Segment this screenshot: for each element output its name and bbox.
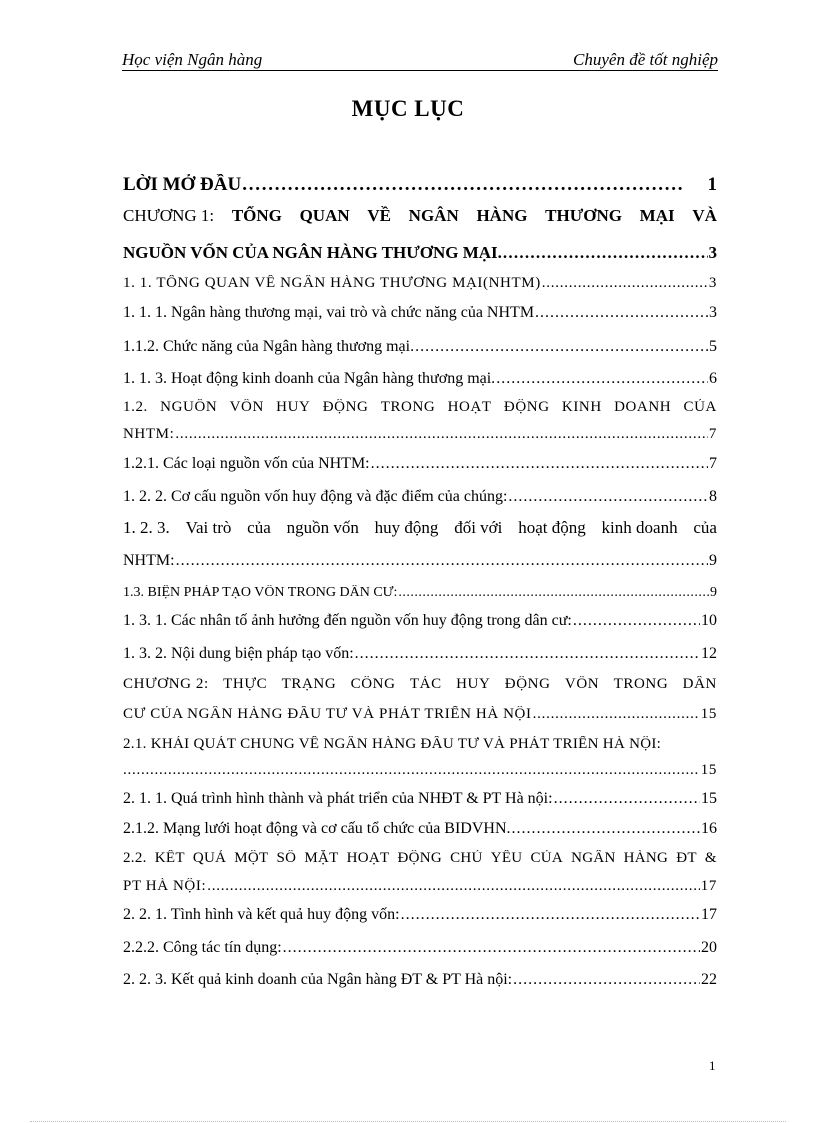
page-bottom-divider	[30, 1121, 786, 1122]
toc-entry-page: 12	[701, 645, 717, 662]
toc-entry-text: 1. 1. TỔNG QUAN VỀ NGÂN HÀNG THƯƠNG MẠI(NHTM)	[123, 275, 541, 291]
toc-entry-word: THƯƠNG	[545, 206, 622, 225]
toc-entry-word: ĐỘNG	[397, 850, 443, 866]
toc-entry-2-1-cont	[123, 762, 717, 779]
toc-entry-page: 15	[700, 762, 717, 778]
toc-entry-word: HOẠT	[447, 399, 492, 415]
dot-leader	[503, 243, 708, 263]
dot-leader	[398, 585, 709, 601]
toc-entry-text: 2.2.2. Công tác tín dụng:	[123, 939, 282, 956]
dot-leader	[283, 939, 700, 957]
toc-entry-text: 1.2.1. Các loại nguồn vốn của NHTM:	[123, 455, 370, 472]
toc-entry-page: 3	[708, 275, 717, 291]
toc-entry-1-1-3	[123, 370, 717, 388]
toc-entry-word: &	[704, 850, 717, 866]
toc-entry-word: TÁC	[409, 676, 442, 692]
toc-entry-page: 16	[701, 820, 717, 837]
toc-entry-text: 2.1. KHÁI QUÁT CHUNG VỀ NGÂN HÀNG ĐẦU TƯ VÀ PHÁT TRIỂN HÀ NỘI:	[123, 736, 662, 752]
toc-entry-page: 3	[709, 304, 717, 321]
toc-entry-2-1-1	[123, 790, 717, 808]
dot-leader	[535, 304, 708, 322]
toc-entry-page: 7	[708, 426, 717, 442]
toc-entry-page: 20	[701, 939, 717, 956]
dot-leader	[554, 790, 700, 808]
toc-entry-page: 1	[707, 174, 717, 195]
toc-entry-page: 17	[700, 878, 717, 894]
toc-entry-word: huy động	[374, 518, 439, 537]
toc-entry-word: CÔNG	[350, 676, 396, 692]
toc-entry-text: CƯ CỦA NGÂN HÀNG ĐẦU TƯ VÀ PHÁT TRIỂN HÀ NỘI	[123, 706, 532, 722]
toc-entry-page: 9	[709, 552, 717, 569]
toc-entry-text: 1. 1. 1. Ngân hàng thương mại, vai trò và chức năng của NHTM	[123, 304, 535, 321]
dot-leader	[207, 878, 700, 895]
dot-leader	[123, 762, 700, 779]
toc-entry-word: NGÂN	[571, 850, 616, 866]
toc-entry-word: HOẠT	[346, 850, 390, 866]
toc-entry-word: HUY	[276, 399, 311, 415]
toc-entry-word: KINH	[561, 399, 602, 415]
toc-entry-word: VỐN	[229, 399, 264, 415]
toc-entry-chapter-1	[123, 206, 717, 226]
toc-entry-word: ĐỘNG	[503, 399, 550, 415]
dot-leader	[512, 820, 700, 838]
dot-leader	[401, 906, 700, 924]
dot-leader	[533, 706, 700, 723]
dot-leader	[573, 612, 700, 630]
page-number: 1	[709, 1058, 716, 1073]
toc-entry-word: của	[247, 518, 271, 537]
toc-entry-word: HUY	[456, 676, 491, 692]
toc-entry-chapter-1-cont	[123, 243, 717, 263]
toc-entry-page: 15	[701, 790, 717, 807]
toc-entry-2-2-3	[123, 971, 717, 989]
toc-entry-word: DÂN	[682, 676, 717, 692]
dot-leader	[242, 174, 684, 196]
page-header	[122, 48, 718, 71]
toc-entry-word: kinh doanh	[601, 518, 678, 537]
dot-leader	[542, 275, 708, 292]
toc-entry-word: CỦA	[683, 399, 717, 415]
dot-leader	[176, 552, 708, 570]
dot-leader	[371, 455, 708, 473]
toc-entry-word: 1.2.	[123, 399, 148, 415]
header-institution: Học viện Ngân hàng	[122, 50, 263, 69]
toc-entry-word: 1. 2. 3.	[123, 518, 170, 537]
toc-entry-page: 6	[709, 370, 717, 387]
toc-entry-text: 1. 3. 1. Các nhân tố ảnh hưởng đến nguồn vốn huy động trong dân cư:	[123, 612, 572, 629]
toc-entry-1-3-1	[123, 612, 717, 630]
toc-entry-text: NGUỒN VỐN CỦA NGÂN HÀNG THƯƠNG MẠI.	[123, 243, 502, 262]
toc-entry-page: 8	[709, 488, 717, 505]
toc-entry-text: 1.1.2. Chức năng của Ngân hàng thương mại.	[123, 338, 415, 355]
toc-entry-word: VỀ	[367, 206, 391, 225]
toc-entry-word: ĐỘNG	[322, 399, 369, 415]
toc-entry-chapter-2-cont	[123, 706, 717, 723]
toc-entry-text: 2. 2. 3. Kết quả kinh doanh của Ngân hàng ĐT & PT Hà nội:	[123, 971, 513, 988]
toc-entry-text: 2. 1. 1. Quá trình hình thành và phát triển của NHĐT & PT Hà nội:	[123, 790, 553, 807]
header-document-type: Chuyên đề tốt nghiệp	[573, 50, 718, 69]
toc-entry-1-2-cont	[123, 426, 717, 443]
toc-entry-word: CHƯƠNG 2:	[123, 676, 209, 692]
toc-entry-1-2-2	[123, 488, 717, 506]
toc-entry-word: HÀNG	[623, 850, 669, 866]
toc-entry-word: SỐ	[276, 850, 297, 866]
toc-entry-1-3-2	[123, 645, 717, 663]
toc-entry-page: 22	[701, 971, 717, 988]
dot-leader	[513, 971, 700, 989]
toc-entry-text: NHTM:	[123, 552, 175, 569]
toc-entry-intro	[123, 174, 717, 196]
toc-entry-word: đối với	[454, 518, 503, 537]
toc-entry-page: 3	[708, 243, 717, 262]
toc-entry-word: MẠI	[639, 206, 675, 225]
toc-entry-page: 5	[709, 338, 717, 355]
toc-entry-word: TRONG	[380, 399, 436, 415]
toc-entry-text: 1. 1. 3. Hoạt động kinh doanh của Ngân hàng thương mại.	[123, 370, 496, 387]
toc-entry-2-2-2	[123, 939, 717, 957]
dot-leader	[175, 426, 708, 443]
toc-entry-1-1	[123, 275, 717, 292]
toc-entry-chapter-2	[123, 676, 717, 693]
toc-entry-text: 1. 3. 2. Nội dung biện pháp tạo vốn:	[123, 645, 354, 662]
dot-leader	[496, 370, 708, 388]
toc-entry-word: THỰC	[223, 676, 268, 692]
toc-entry-page: 9	[710, 585, 717, 600]
toc-entry-text: PT HÀ NỘI:	[123, 878, 207, 894]
toc-entry-word: 2.2.	[123, 850, 147, 866]
dot-leader	[415, 338, 708, 356]
toc-entry-word: YẾU	[490, 850, 523, 866]
toc-entry-1-2-3-cont	[123, 552, 717, 570]
toc-entry-page: 7	[709, 455, 717, 472]
toc-entry-word: CỦA	[530, 850, 564, 866]
toc-entry-word: TRONG	[613, 676, 669, 692]
toc-entry-word: VÀ	[692, 206, 717, 225]
toc-entry-word: TRẠNG	[281, 676, 337, 692]
toc-entry-1-3	[123, 585, 717, 601]
toc-entry-word: Vai trò	[185, 518, 232, 537]
toc-entry-2-2	[123, 850, 717, 867]
dot-leader	[355, 645, 700, 663]
toc-entry-1-2	[123, 399, 717, 416]
toc-entry-word: QUẢ	[192, 850, 227, 866]
toc-entry-word: DOANH	[614, 399, 672, 415]
toc-entry-word: ĐT	[676, 850, 697, 866]
toc-entry-text: 1. 2. 2. Cơ cấu nguồn vốn huy động và đặc điểm của chúng:	[123, 488, 508, 505]
toc-entry-page: 17	[701, 906, 717, 923]
toc-entry-word: hoạt động	[518, 518, 586, 537]
toc-entry-word: TỔNG	[231, 206, 282, 225]
toc-entry-word: HÀNG	[476, 206, 528, 225]
toc-entry-text: NHTM:	[123, 426, 175, 442]
toc-entry-text: 2.1.2. Mạng lưới hoạt động và cơ cấu tổ chức của BIDVHN.	[123, 820, 511, 837]
toc-entry-word: KẾT	[154, 850, 185, 866]
toc-entry-2-2-1	[123, 906, 717, 924]
toc-entry-word: CHỦ	[450, 850, 483, 866]
toc-entry-word: VỐN	[564, 676, 600, 692]
toc-entry-word: nguồn vốn	[286, 518, 359, 537]
toc-entry-text: 2. 2. 1. Tình hình và kết quả huy động vốn:	[123, 906, 400, 923]
toc-entry-word: CHƯƠNG 1:	[123, 206, 215, 225]
toc-entry-2-1-2	[123, 820, 717, 838]
toc-entry-word: MỘT	[234, 850, 269, 866]
toc-entry-text: LỜI MỞ ĐẦU	[123, 174, 242, 195]
toc-entry-1-1-2	[123, 338, 717, 356]
toc-entry-text: 1.3. BIỆN PHÁP TẠO VỐN TRONG DÂN CƯ:	[123, 585, 398, 600]
toc-entry-page: 10	[701, 612, 717, 629]
toc-entry-word: của	[693, 518, 717, 537]
toc-entry-word: NGÂN	[408, 206, 459, 225]
toc-entry-word: MẶT	[304, 850, 339, 866]
toc-entry-2-2-cont	[123, 878, 717, 895]
toc-entry-page: 15	[700, 706, 717, 722]
page-title: MỤC LỤC	[351, 96, 465, 121]
toc-entry-1-2-3	[123, 518, 717, 538]
toc-entry-word: QUAN	[299, 206, 350, 225]
toc-entry-word: ĐỘNG	[504, 676, 551, 692]
toc-entry-word: NGUỒN	[160, 399, 218, 415]
toc-entry-1-1-1	[123, 304, 717, 322]
toc-entry-1-2-1	[123, 455, 717, 473]
dot-leader	[508, 488, 708, 506]
toc-entry-2-1	[123, 736, 717, 753]
